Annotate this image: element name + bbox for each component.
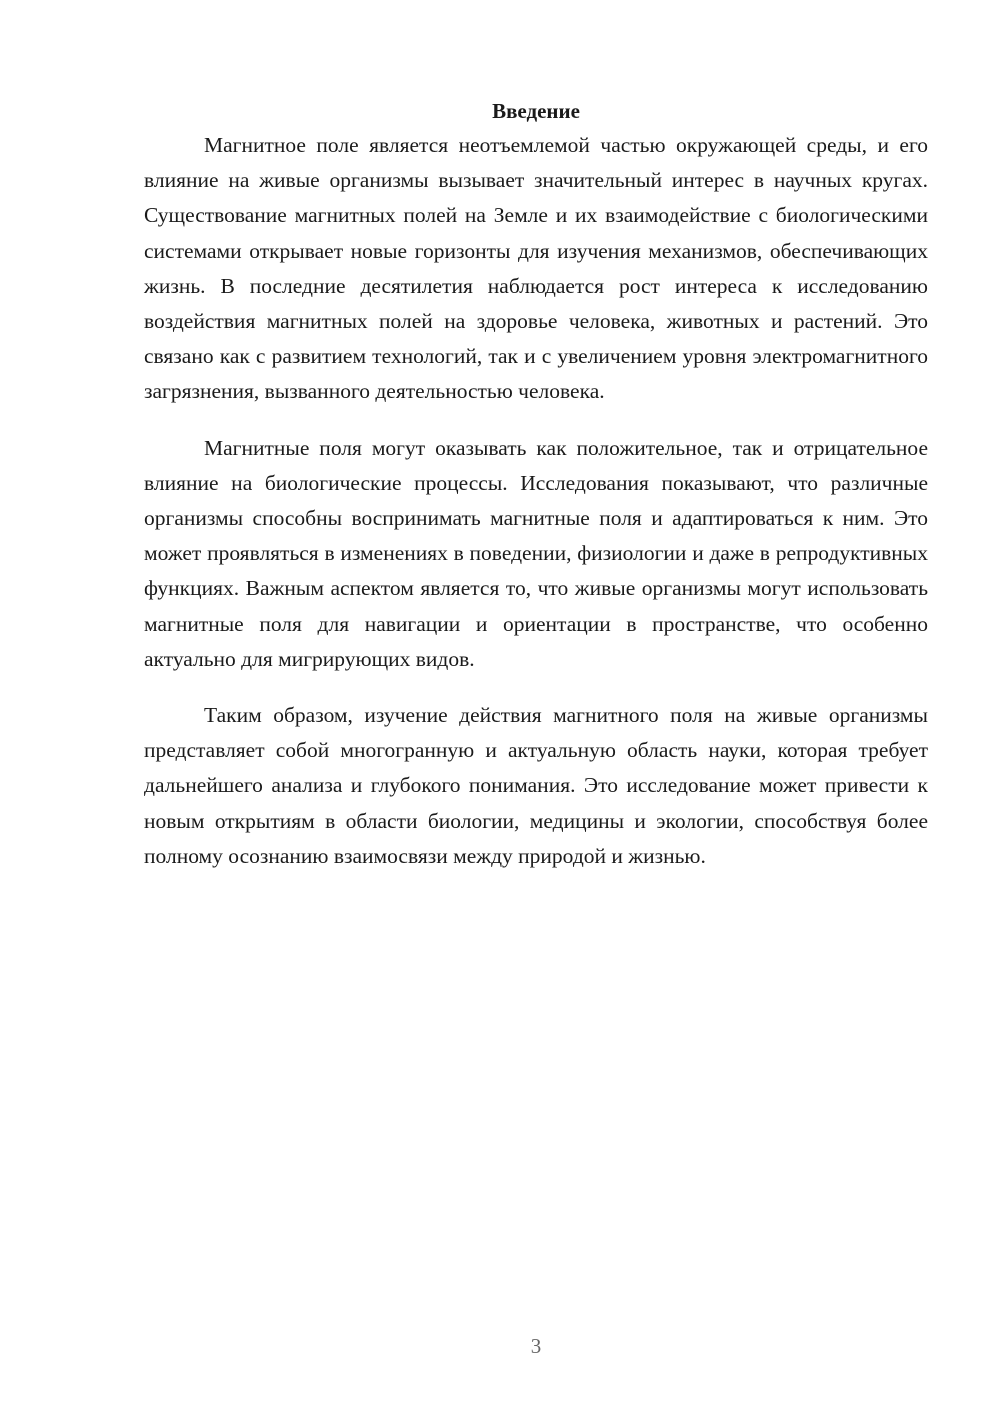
paragraph-2: Магнитные поля могут оказывать как положительное, так и отрицательное влияние на биологические процессы. Исследования показывают, что различные организмы способны воспринимать магнитные поля и адаптироваться к ним. Это может проявляться в изменениях в поведении, физиологии и даже в репродуктивных функциях. Важным аспектом является то, что живые организмы могут использовать магнитные поля для навигации и ориентации в пространстве, что особенно актуально для мигрирующих видов. bbox=[144, 435, 928, 671]
page-number: 3 bbox=[530, 1334, 542, 1358]
page-content bbox=[144, 96, 928, 874]
paragraph-3: Таким образом, изучение действия магнитного поля на живые организмы представляет собой многогранную и актуальную область науки, которая требует дальнейшего анализа и глубокого понимания. Это исследование может привести к новым открытиям в области биологии, медицины и экологии, способствуя более полному осознанию взаимосвязи между природой и жизнью. bbox=[144, 703, 928, 868]
section-heading: Введение bbox=[492, 99, 580, 123]
paragraph-1: Магнитное поле является неотъемлемой частью окружающей среды, и его влияние на живые организмы вызывает значительный интерес в научных кругах. Существование магнитных полей на Земле и их взаимодействие с биологическими системами открывает новые горизонты для изучения механизмов, обеспечивающих жизнь. В последние десятилетия наблюдается рост интереса к исследованию воздействия магнитных полей на здоровье человека, животных и растений. Это связано как с развитием технологий, так и с увеличением уровня электромагнитного загрязнения, вызванного деятельностью человека. bbox=[144, 133, 928, 404]
